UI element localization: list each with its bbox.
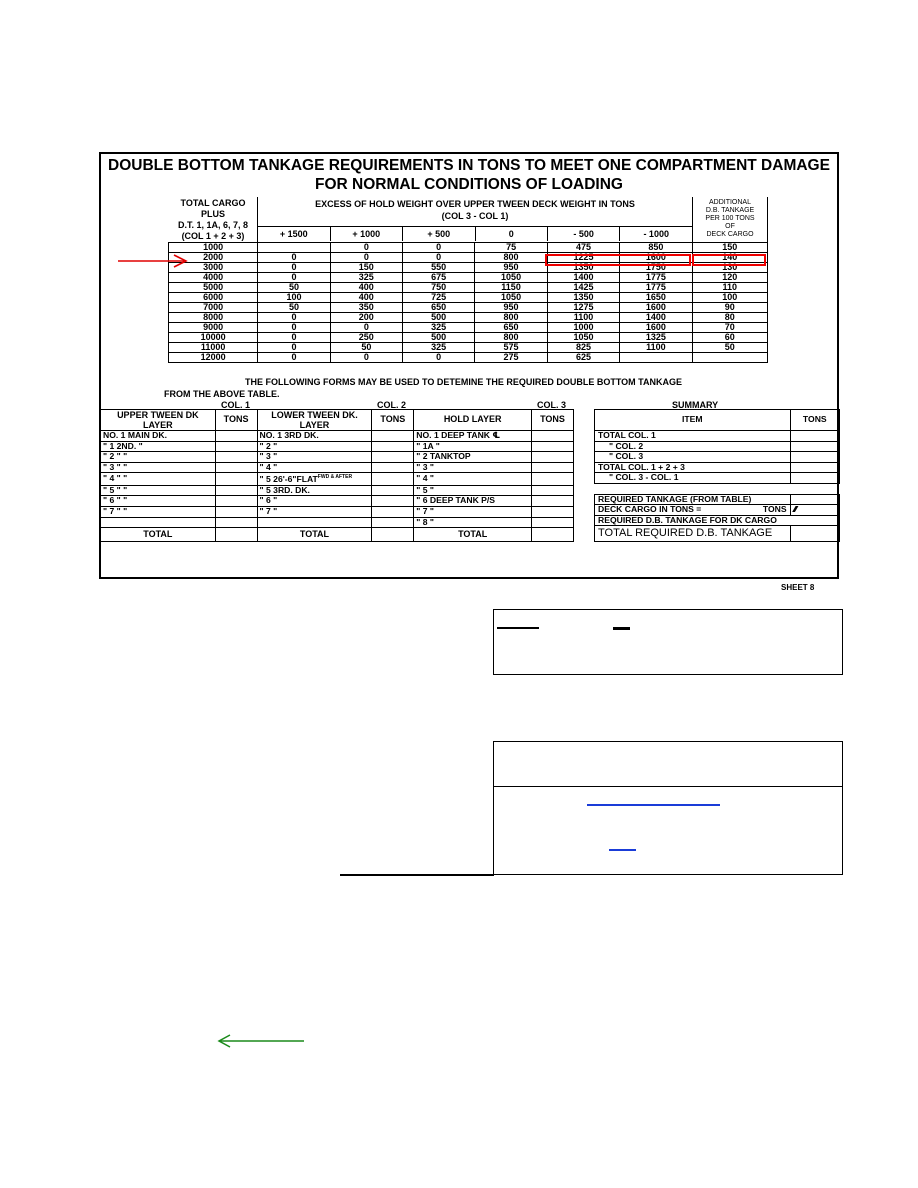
- form-header: HOLD LAYER: [414, 410, 532, 431]
- additional-cell: 70: [692, 323, 767, 333]
- additional-cell: 140: [692, 253, 767, 263]
- form-tons-cell[interactable]: [532, 507, 574, 518]
- value-cell: [258, 243, 330, 253]
- title-line-1: DOUBLE BOTTOM TANKAGE REQUIREMENTS IN TONS TO MEET ONE COMPARTMENT DAMAGE: [108, 157, 830, 174]
- value-cell: 150: [330, 263, 402, 273]
- additional-cell: 130: [692, 263, 767, 273]
- form-total-tons[interactable]: [215, 528, 257, 542]
- value-cell: 650: [403, 303, 475, 313]
- form-lower-layer: " 7 ": [257, 507, 372, 518]
- value-cell: 275: [475, 353, 547, 363]
- value-cell: 1325: [620, 333, 692, 343]
- table-row: [169, 333, 768, 343]
- additional-line: OF: [725, 223, 735, 230]
- additional-cell: 100: [692, 293, 767, 303]
- form-row: [101, 431, 574, 442]
- form-hold-layer: " 2 TANKTOP: [414, 452, 532, 463]
- value-cell: 1750: [620, 263, 692, 273]
- total-cargo-cell: 6000: [169, 293, 258, 303]
- value-cell: 750: [403, 283, 475, 293]
- value-cell: 575: [475, 343, 547, 353]
- value-cell: 825: [547, 343, 619, 353]
- value-cell: 950: [475, 303, 547, 313]
- form-row: [101, 452, 574, 463]
- form-lower-layer: " 2 ": [257, 441, 372, 452]
- value-cell: 350: [330, 303, 402, 313]
- value-cell: 325: [330, 273, 402, 283]
- summary-tons-header: TONS: [790, 410, 839, 431]
- total-cargo-cell: 4000: [169, 273, 258, 283]
- additional-line: ADDITIONAL: [708, 199, 751, 206]
- value-cell: 650: [475, 323, 547, 333]
- additional-cell: 60: [692, 333, 767, 343]
- additional-header-box: [692, 197, 768, 242]
- form-tons-cell[interactable]: [372, 431, 414, 442]
- col-header: + 1500: [258, 227, 331, 242]
- form-upper-layer: NO. 1 MAIN DK.: [101, 431, 216, 442]
- table-row: [169, 283, 768, 293]
- form-row: [101, 462, 574, 473]
- value-cell: 675: [403, 273, 475, 283]
- col-header: + 1000: [330, 227, 403, 242]
- value-cell: 50: [258, 303, 330, 313]
- form-tons-cell[interactable]: [215, 431, 257, 442]
- value-cell: 0: [258, 273, 330, 283]
- additional-cell: [692, 353, 767, 363]
- additional-line: PER 100 TONS: [705, 215, 755, 222]
- form-tons-cell[interactable]: [532, 496, 574, 507]
- value-cell: 0: [330, 353, 402, 363]
- value-cell: 1600: [620, 253, 692, 263]
- form-tons-cell[interactable]: [215, 496, 257, 507]
- summary-item-header: ITEM: [595, 410, 791, 431]
- value-cell: 0: [258, 263, 330, 273]
- value-cell: 0: [403, 243, 475, 253]
- form-lower-layer: NO. 1 3RD DK.: [257, 431, 372, 442]
- value-cell: 1050: [475, 293, 547, 303]
- form-lower-layer: " 3 ": [257, 452, 372, 463]
- form-tons-cell[interactable]: [372, 462, 414, 473]
- form-lower-layer: " 6 ": [257, 496, 372, 507]
- total-cargo-line: D.T. 1, 1A, 6, 7, 8: [177, 220, 249, 230]
- value-cell: 1775: [620, 273, 692, 283]
- form-tons-cell[interactable]: [532, 485, 574, 496]
- col-1-label: COL. 1: [221, 400, 251, 410]
- table-row: [169, 343, 768, 353]
- value-cell: 1425: [547, 283, 619, 293]
- total-cargo-cell: 1000: [169, 243, 258, 253]
- answer-box-divider: [493, 786, 843, 787]
- form-hold-layer: " 8 ": [414, 517, 532, 528]
- summary-item: TOTAL COL. 1: [595, 431, 791, 442]
- form-hold-layer: NO. 1 DEEP TANK ℄: [414, 431, 532, 442]
- form-tons-cell[interactable]: [215, 517, 257, 528]
- form-tons-cell[interactable]: [532, 517, 574, 528]
- deck-cargo-unit: TONS: [762, 504, 787, 515]
- column-headers: [257, 226, 693, 241]
- form-header: LOWER TWEEN DK. LAYER: [257, 410, 372, 431]
- form-upper-layer: " 6 " ": [101, 496, 216, 507]
- form-total: TOTAL: [101, 528, 216, 542]
- value-cell: 1400: [547, 273, 619, 283]
- total-cargo-cell: 3000: [169, 263, 258, 273]
- form-tons-cell[interactable]: [215, 462, 257, 473]
- total-cargo-cell: 11000: [169, 343, 258, 353]
- form-tons-cell[interactable]: [215, 441, 257, 452]
- form-row: [101, 517, 574, 528]
- col-2-label: COL. 2: [377, 400, 407, 410]
- forms-note-1: THE FOLLOWING FORMS MAY BE USED TO DETEMINE THE REQUIRED DOUBLE BOTTOM TANKAGE: [245, 377, 683, 387]
- value-cell: 200: [330, 313, 402, 323]
- form-lower-layer: " 4 ": [257, 462, 372, 473]
- value-cell: 0: [330, 323, 402, 333]
- highlight-values: [545, 254, 691, 266]
- value-cell: 0: [403, 353, 475, 363]
- forms-note-2: FROM THE ABOVE TABLE.: [164, 389, 280, 399]
- required-db-tankage: REQUIRED D.B. TANKAGE FOR DK CARGO: [595, 515, 840, 526]
- summary-tons-cell[interactable]: [790, 441, 839, 452]
- double-underline: [340, 874, 494, 876]
- value-cell: 100: [258, 293, 330, 303]
- form-row: [101, 485, 574, 496]
- required-tankage-tons[interactable]: [790, 494, 839, 505]
- value-cell: 50: [330, 343, 402, 353]
- value-cell: 475: [547, 243, 619, 253]
- deck-cargo-label: DECK CARGO IN TONS =: [598, 504, 702, 515]
- value-cell: 850: [620, 243, 692, 253]
- total-cargo-line: TOTAL CARGO: [180, 198, 246, 208]
- value-cell: 725: [403, 293, 475, 303]
- form-total: TOTAL: [257, 528, 372, 542]
- form-hold-layer: " 5 ": [414, 485, 532, 496]
- value-cell: 1000: [547, 323, 619, 333]
- additional-cell: 110: [692, 283, 767, 293]
- total-cargo-header: [168, 198, 258, 242]
- highlight-additional: [692, 254, 766, 266]
- form-tons-cell[interactable]: [215, 507, 257, 518]
- value-cell: 1600: [620, 323, 692, 333]
- green-arrow-icon: [216, 1034, 306, 1048]
- total-cargo-cell: 12000: [169, 353, 258, 363]
- excess-line-2: (COL 3 - COL 1): [441, 211, 509, 221]
- form-tons-cell[interactable]: [532, 431, 574, 442]
- value-cell: 325: [403, 323, 475, 333]
- form-upper-layer: " 5 " ": [101, 485, 216, 496]
- summary-title: SUMMARY: [672, 400, 719, 410]
- form-tons-cell[interactable]: [372, 441, 414, 452]
- form-row: [101, 507, 574, 518]
- form-upper-layer: [101, 517, 216, 528]
- form-tons-cell[interactable]: [532, 441, 574, 452]
- additional-line: D.B. TANKAGE: [705, 207, 755, 214]
- total-cargo-line: PLUS: [200, 209, 225, 219]
- answer-box-2: [493, 741, 843, 875]
- value-cell: 0: [258, 323, 330, 333]
- additional-line: DECK CARGO: [706, 231, 754, 238]
- value-cell: 325: [403, 343, 475, 353]
- blue-link-line[interactable]: [587, 804, 720, 806]
- summary-item: TOTAL COL. 1 + 2 + 3: [595, 462, 791, 473]
- form-row: [101, 496, 574, 507]
- table-row: [169, 273, 768, 283]
- blue-link-line[interactable]: [609, 849, 636, 851]
- form-lower-layer: [257, 517, 372, 528]
- value-cell: 625: [547, 353, 619, 363]
- value-cell: 800: [475, 253, 547, 263]
- form-hold-layer: " 6 DEEP TANK P/S: [414, 496, 532, 507]
- form-header: TONS: [532, 410, 574, 431]
- value-cell: 1650: [620, 293, 692, 303]
- form-upper-layer: " 1 2ND. ": [101, 441, 216, 452]
- table-row: [169, 323, 768, 333]
- value-cell: 1100: [547, 313, 619, 323]
- summary-item: " COL. 3: [595, 452, 791, 463]
- value-cell: 0: [258, 353, 330, 363]
- value-cell: 50: [258, 283, 330, 293]
- col-header: - 1000: [620, 227, 693, 242]
- forms-table: [100, 409, 574, 542]
- value-cell: 1400: [620, 313, 692, 323]
- value-cell: 1275: [547, 303, 619, 313]
- total-required-tons[interactable]: [790, 526, 839, 542]
- additional-cell: 50: [692, 343, 767, 353]
- total-cargo-line: (COL 1 + 2 + 3): [181, 231, 245, 241]
- form-hold-layer: " 1A ": [414, 441, 532, 452]
- summary-table: [594, 409, 840, 542]
- additional-cell: 150: [692, 243, 767, 253]
- required-tankage: REQUIRED TANKAGE (FROM TABLE): [595, 494, 791, 505]
- line-mark: [497, 627, 539, 629]
- form-tons-cell[interactable]: [532, 452, 574, 463]
- form-tons-cell[interactable]: [215, 485, 257, 496]
- value-cell: 1100: [620, 343, 692, 353]
- form-tons-cell[interactable]: [532, 462, 574, 473]
- total-cargo-cell: 8000: [169, 313, 258, 323]
- value-cell: 1225: [547, 253, 619, 263]
- value-cell: 0: [330, 243, 402, 253]
- form-tons-cell[interactable]: [215, 473, 257, 485]
- deck-cargo-row: [595, 505, 791, 516]
- form-tons-cell[interactable]: [532, 473, 574, 485]
- form-upper-layer: " 2 " ": [101, 452, 216, 463]
- value-cell: 0: [403, 253, 475, 263]
- summary-tons-cell[interactable]: [790, 431, 839, 442]
- answer-box-1: [493, 609, 843, 675]
- total-cargo-cell: 7000: [169, 303, 258, 313]
- form-header: TONS: [372, 410, 414, 431]
- value-cell: 550: [403, 263, 475, 273]
- table-row: [169, 243, 768, 253]
- form-hold-layer: " 4 ": [414, 473, 532, 485]
- col-header: 0: [475, 227, 547, 242]
- form-upper-layer: " 3 " ": [101, 462, 216, 473]
- form-tons-cell[interactable]: [372, 507, 414, 518]
- table-row: [169, 293, 768, 303]
- form-tons-cell[interactable]: [372, 452, 414, 463]
- form-total-tons[interactable]: [372, 528, 414, 542]
- form-header: UPPER TWEEN DK LAYER: [101, 410, 216, 431]
- col-3-label: COL. 3: [537, 400, 567, 410]
- value-cell: 1600: [620, 303, 692, 313]
- value-cell: 800: [475, 333, 547, 343]
- form-row: [101, 473, 574, 485]
- additional-cell: 80: [692, 313, 767, 323]
- value-cell: 0: [258, 313, 330, 323]
- value-cell: 1150: [475, 283, 547, 293]
- value-cell: [620, 353, 692, 363]
- sheet-label: SHEET 8: [781, 583, 815, 592]
- additional-cell: 120: [692, 273, 767, 283]
- form-upper-layer: " 7 " ": [101, 507, 216, 518]
- value-cell: 500: [403, 313, 475, 323]
- excess-line-1: EXCESS OF HOLD WEIGHT OVER UPPER TWEEN DECK WEIGHT IN TONS: [315, 199, 635, 209]
- value-cell: 250: [330, 333, 402, 343]
- value-cell: 1050: [475, 273, 547, 283]
- value-cell: 500: [403, 333, 475, 343]
- form-tons-cell[interactable]: [372, 496, 414, 507]
- deck-cargo-hatched: ⁄⁄⁄⁄⁄⁄⁄: [790, 505, 839, 516]
- total-cargo-cell: 5000: [169, 283, 258, 293]
- form-hold-layer: " 3 ": [414, 462, 532, 473]
- summary-item: " COL. 2: [595, 441, 791, 452]
- summary-tons-cell[interactable]: [790, 452, 839, 463]
- summary-tons-cell[interactable]: [790, 462, 839, 473]
- table-row: [169, 303, 768, 313]
- summary-tons-cell[interactable]: [790, 473, 839, 484]
- summary-item: " COL. 3 - COL. 1: [595, 473, 791, 484]
- red-arrow-icon: [118, 254, 190, 268]
- form-tons-cell[interactable]: [372, 473, 414, 485]
- value-cell: 800: [475, 313, 547, 323]
- form-tons-cell[interactable]: [215, 452, 257, 463]
- col-header: + 500: [403, 227, 475, 242]
- value-cell: 1350: [547, 293, 619, 303]
- flat-fwd-aft-note: FWD & AFTER: [317, 474, 353, 481]
- value-cell: 0: [258, 343, 330, 353]
- value-cell: 400: [330, 293, 402, 303]
- table-row: [169, 313, 768, 323]
- value-cell: 400: [330, 283, 402, 293]
- total-required-db-tankage: TOTAL REQUIRED D.B. TANKAGE: [595, 526, 791, 542]
- value-cell: 1050: [547, 333, 619, 343]
- total-cargo-cell: 9000: [169, 323, 258, 333]
- value-cell: 75: [475, 243, 547, 253]
- form-total-tons[interactable]: [532, 528, 574, 542]
- additional-cell: 90: [692, 303, 767, 313]
- total-cargo-cell: 10000: [169, 333, 258, 343]
- form-upper-layer: " 4 " ": [101, 473, 216, 485]
- value-cell: 0: [258, 253, 330, 263]
- form-row: [101, 441, 574, 452]
- title-line-2: FOR NORMAL CONDITIONS OF LOADING: [315, 176, 623, 193]
- form-tons-cell[interactable]: [372, 517, 414, 528]
- value-cell: 950: [475, 263, 547, 273]
- col-header: - 500: [547, 227, 619, 242]
- form-lower-layer: " 5 $26'-6"FLAT^{FWD \& AFTER}$: [257, 473, 372, 485]
- form-tons-cell[interactable]: [372, 485, 414, 496]
- form-header: TONS: [215, 410, 257, 431]
- table-row: [169, 353, 768, 363]
- value-cell: 0: [258, 333, 330, 343]
- form-lower-layer: " 5 3RD. DK.: [257, 485, 372, 496]
- line-mark: [613, 627, 630, 630]
- value-cell: 0: [330, 253, 402, 263]
- value-cell: 1350: [547, 263, 619, 273]
- total-cargo-cell: 2000: [169, 253, 258, 263]
- value-cell: 1775: [620, 283, 692, 293]
- form-hold-layer: " 7 ": [414, 507, 532, 518]
- form-total: TOTAL: [414, 528, 532, 542]
